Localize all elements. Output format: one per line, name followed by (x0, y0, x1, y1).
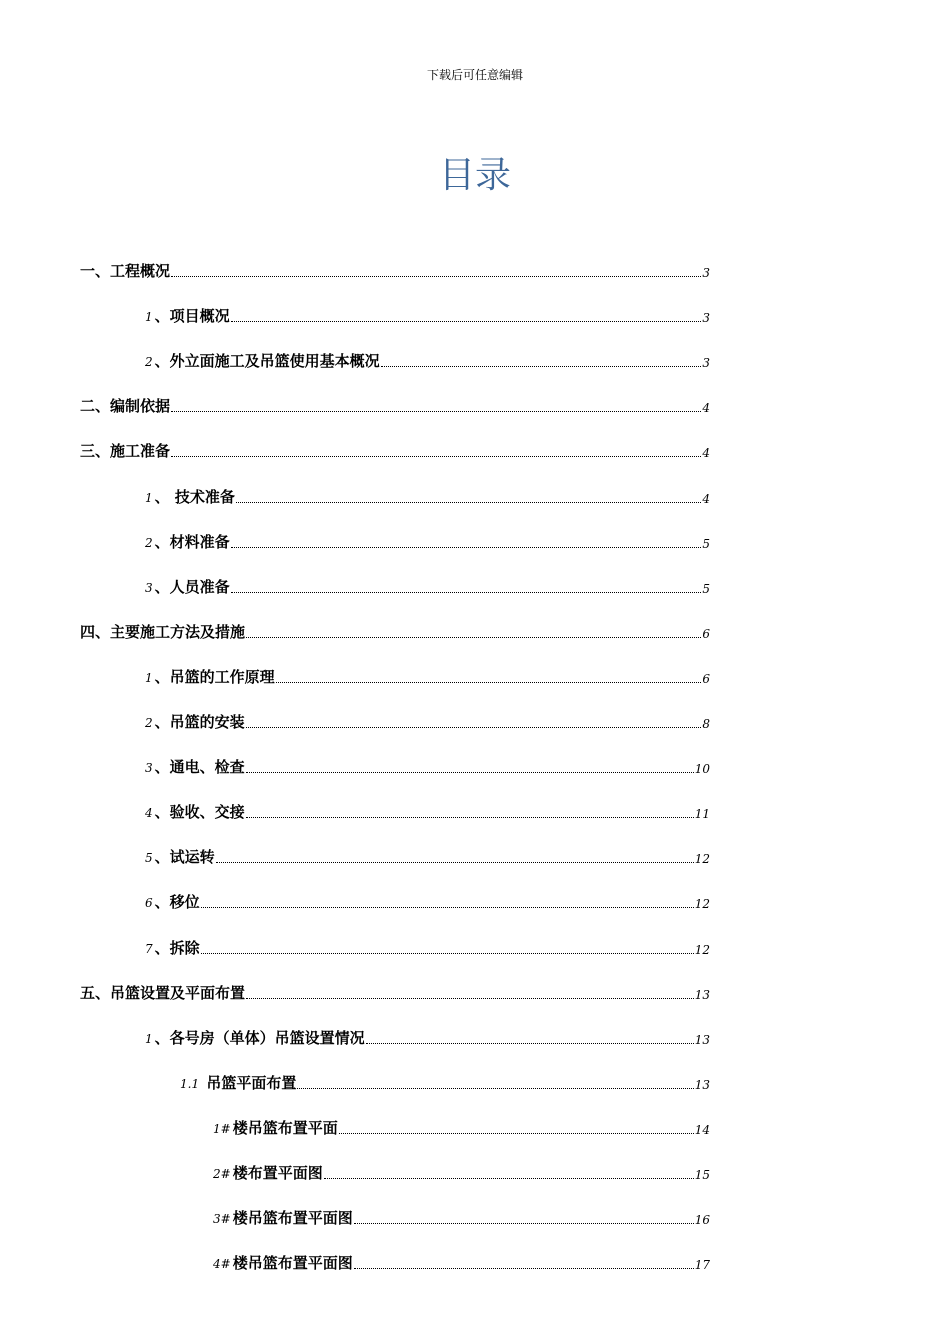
toc-entry-building-3[interactable] (213, 1199, 710, 1229)
toc-entry-text: 、吊篮的安装 (154, 713, 245, 731)
toc-entry-page: 13 (694, 987, 710, 1002)
toc-entry-number: 4# (213, 1257, 231, 1272)
toc-entry-3-1[interactable] (145, 478, 710, 508)
toc-entry-label (213, 1253, 353, 1274)
toc-entry-5-1[interactable] (145, 1019, 710, 1049)
toc-entry-page: 3 (702, 356, 710, 371)
toc-entry-number: 3 (145, 580, 153, 595)
toc-entry-number: 1 (145, 490, 153, 505)
toc-entry-label (78, 983, 245, 1004)
toc-entry-label (213, 1208, 353, 1229)
toc-entry-4-5[interactable] (145, 838, 710, 868)
toc-entry-label (180, 1073, 296, 1094)
toc-entry-building-4[interactable] (213, 1244, 710, 1274)
toc-entry-page: 4 (702, 446, 710, 461)
toc-entry-label (145, 757, 245, 778)
toc-title: 目录 (438, 155, 511, 196)
toc-entry-number: 3# (213, 1212, 231, 1227)
toc-entry-page: 8 (702, 717, 710, 731)
toc-entry-text: 、项目概况 (154, 307, 230, 326)
toc-entry-1-1[interactable] (145, 297, 710, 327)
toc-entry-label (145, 802, 245, 823)
toc-entry-label (78, 441, 170, 462)
toc-entry-1-2[interactable] (145, 342, 710, 372)
dot-leader (354, 1267, 694, 1269)
dot-leader (171, 275, 701, 277)
toc-entry-label (78, 396, 170, 417)
toc-entry-number: 6 (145, 896, 153, 911)
toc-entry-label (145, 892, 200, 913)
toc-entry-label (213, 1118, 338, 1139)
toc-entry-number: 1 (145, 310, 153, 325)
toc-entry-text: 楼吊篮布置平面 (232, 1118, 338, 1137)
toc-entry-3[interactable] (78, 432, 710, 462)
dot-leader (236, 501, 701, 503)
page-header: 下载后可任意编辑 (426, 68, 523, 82)
dot-leader (246, 636, 701, 638)
dot-leader (231, 320, 702, 322)
dot-leader (246, 997, 694, 999)
toc-entry-label (78, 622, 245, 643)
toc-entry-label (78, 261, 170, 282)
toc-entry-text: 、移位 (154, 893, 200, 912)
toc-entry-label (145, 306, 230, 327)
dot-leader (276, 681, 702, 683)
toc-entry-5[interactable] (78, 974, 710, 1004)
toc-entry-number: 5 (145, 851, 153, 866)
dot-leader (354, 1222, 694, 1224)
dot-leader (324, 1177, 694, 1179)
toc-entry-text: 、材料准备 (154, 532, 230, 551)
toc-entry-5-1-1[interactable] (180, 1064, 710, 1094)
toc-entry-page: 15 (694, 1168, 710, 1182)
toc-entry-number: 1# (213, 1121, 231, 1136)
toc-entry-page: 17 (694, 1258, 710, 1273)
dot-leader (339, 1132, 694, 1134)
toc-entry-text: 楼布置平面图 (232, 1164, 323, 1182)
toc-entry-page: 12 (694, 942, 710, 957)
dot-leader (246, 726, 702, 728)
toc-entry-page: 5 (702, 536, 710, 551)
toc-entry-1[interactable] (78, 252, 710, 282)
toc-entry-number: 1 (145, 1031, 153, 1046)
toc-entry-text: 、拆除 (154, 938, 200, 957)
toc-entry-label (213, 1163, 323, 1184)
toc-entry-page: 4 (702, 491, 710, 506)
toc-entry-page: 16 (694, 1213, 710, 1228)
dot-leader (171, 455, 701, 457)
toc-entry-3-3[interactable] (145, 568, 710, 598)
toc-entry-text: 五、吊篮设置及平面布置 (80, 983, 246, 1002)
toc-entry-number: 1 (145, 670, 153, 685)
dot-leader (381, 365, 702, 367)
toc-entry-text: 、各号房（单体）吊篮设置情况 (154, 1028, 365, 1047)
toc-entry-text: 四、主要施工方法及措施 (80, 622, 246, 641)
toc-entry-4-1[interactable] (145, 658, 710, 688)
dot-leader (216, 861, 694, 863)
toc-entry-3-2[interactable] (145, 523, 710, 553)
toc-entry-page: 3 (702, 266, 710, 280)
toc-entry-4-4[interactable] (145, 793, 710, 823)
toc-entry-number: 2 (145, 355, 153, 370)
toc-entry-text: 、人员准备 (154, 577, 230, 596)
toc-entry-text: 、验收、交接 (154, 803, 245, 822)
toc-entry-text: 、外立面施工及吊篮使用基本概况 (154, 352, 380, 371)
toc-entry-2[interactable] (78, 387, 710, 417)
toc-entry-label (145, 712, 245, 733)
toc-entry-label (145, 532, 230, 553)
toc-entry-text: 、吊篮的工作原理 (154, 667, 275, 686)
toc-entry-4[interactable] (78, 613, 710, 643)
toc-entry-number: 1.1 (180, 1076, 200, 1091)
toc-entry-text: 一、工程概况 (80, 262, 171, 280)
dot-leader (171, 410, 701, 412)
toc-entry-page: 10 (694, 762, 710, 777)
toc-entry-number: 2 (145, 716, 153, 730)
toc-entry-text: 、 技术准备 (154, 487, 235, 506)
toc-entry-label (145, 351, 380, 372)
dot-leader (201, 906, 694, 908)
toc-entry-label (145, 1028, 365, 1049)
toc-entry-label (145, 577, 230, 598)
toc-entry-building-2[interactable] (213, 1154, 710, 1184)
dot-leader (201, 952, 694, 954)
dot-leader (246, 816, 694, 818)
dot-leader (231, 546, 702, 548)
toc-entry-number: 7 (145, 941, 153, 956)
dot-leader (297, 1087, 693, 1089)
toc-entry-page: 6 (702, 626, 710, 641)
toc-entry-building-1[interactable] (213, 1109, 710, 1139)
toc-entry-text: 、试运转 (154, 848, 215, 867)
toc-entry-page: 12 (694, 852, 710, 867)
toc-entry-text: 楼吊篮布置平面图 (232, 1209, 353, 1228)
toc-entry-text: 楼吊篮布置平面图 (232, 1254, 353, 1273)
toc-entry-label (145, 938, 200, 959)
toc-entry-page: 5 (702, 581, 710, 596)
toc-entry-4-7[interactable] (145, 929, 710, 959)
toc-entry-page: 6 (702, 671, 710, 686)
toc-entry-label (145, 667, 275, 688)
dot-leader (366, 1042, 694, 1044)
toc-entry-4-6[interactable] (145, 883, 710, 913)
toc-entry-page: 4 (702, 401, 710, 416)
dot-leader (231, 591, 702, 593)
toc-entry-page: 12 (694, 897, 710, 912)
toc-entry-4-3[interactable] (145, 748, 710, 778)
toc-entry-label (145, 847, 215, 868)
toc-entry-label (145, 487, 235, 508)
dot-leader (246, 771, 694, 773)
toc-entry-number: 4 (145, 806, 153, 821)
toc-entry-page: 13 (694, 1077, 710, 1092)
toc-entry-4-2[interactable] (145, 703, 710, 733)
toc-entry-page: 14 (694, 1122, 710, 1137)
toc-entry-text: 二、编制依据 (80, 397, 171, 416)
toc-entry-text: 、通电、检查 (154, 758, 245, 777)
toc-entry-page: 3 (702, 311, 710, 326)
toc-entry-text: 吊篮平面布置 (201, 1073, 297, 1092)
toc-entry-number: 3 (145, 761, 153, 776)
toc-entry-page: 11 (694, 807, 710, 822)
toc-entry-text: 三、施工准备 (80, 442, 171, 461)
toc-entry-page: 13 (694, 1032, 710, 1047)
toc-entry-number: 2 (145, 535, 153, 550)
toc-entry-number: 2# (213, 1167, 231, 1181)
